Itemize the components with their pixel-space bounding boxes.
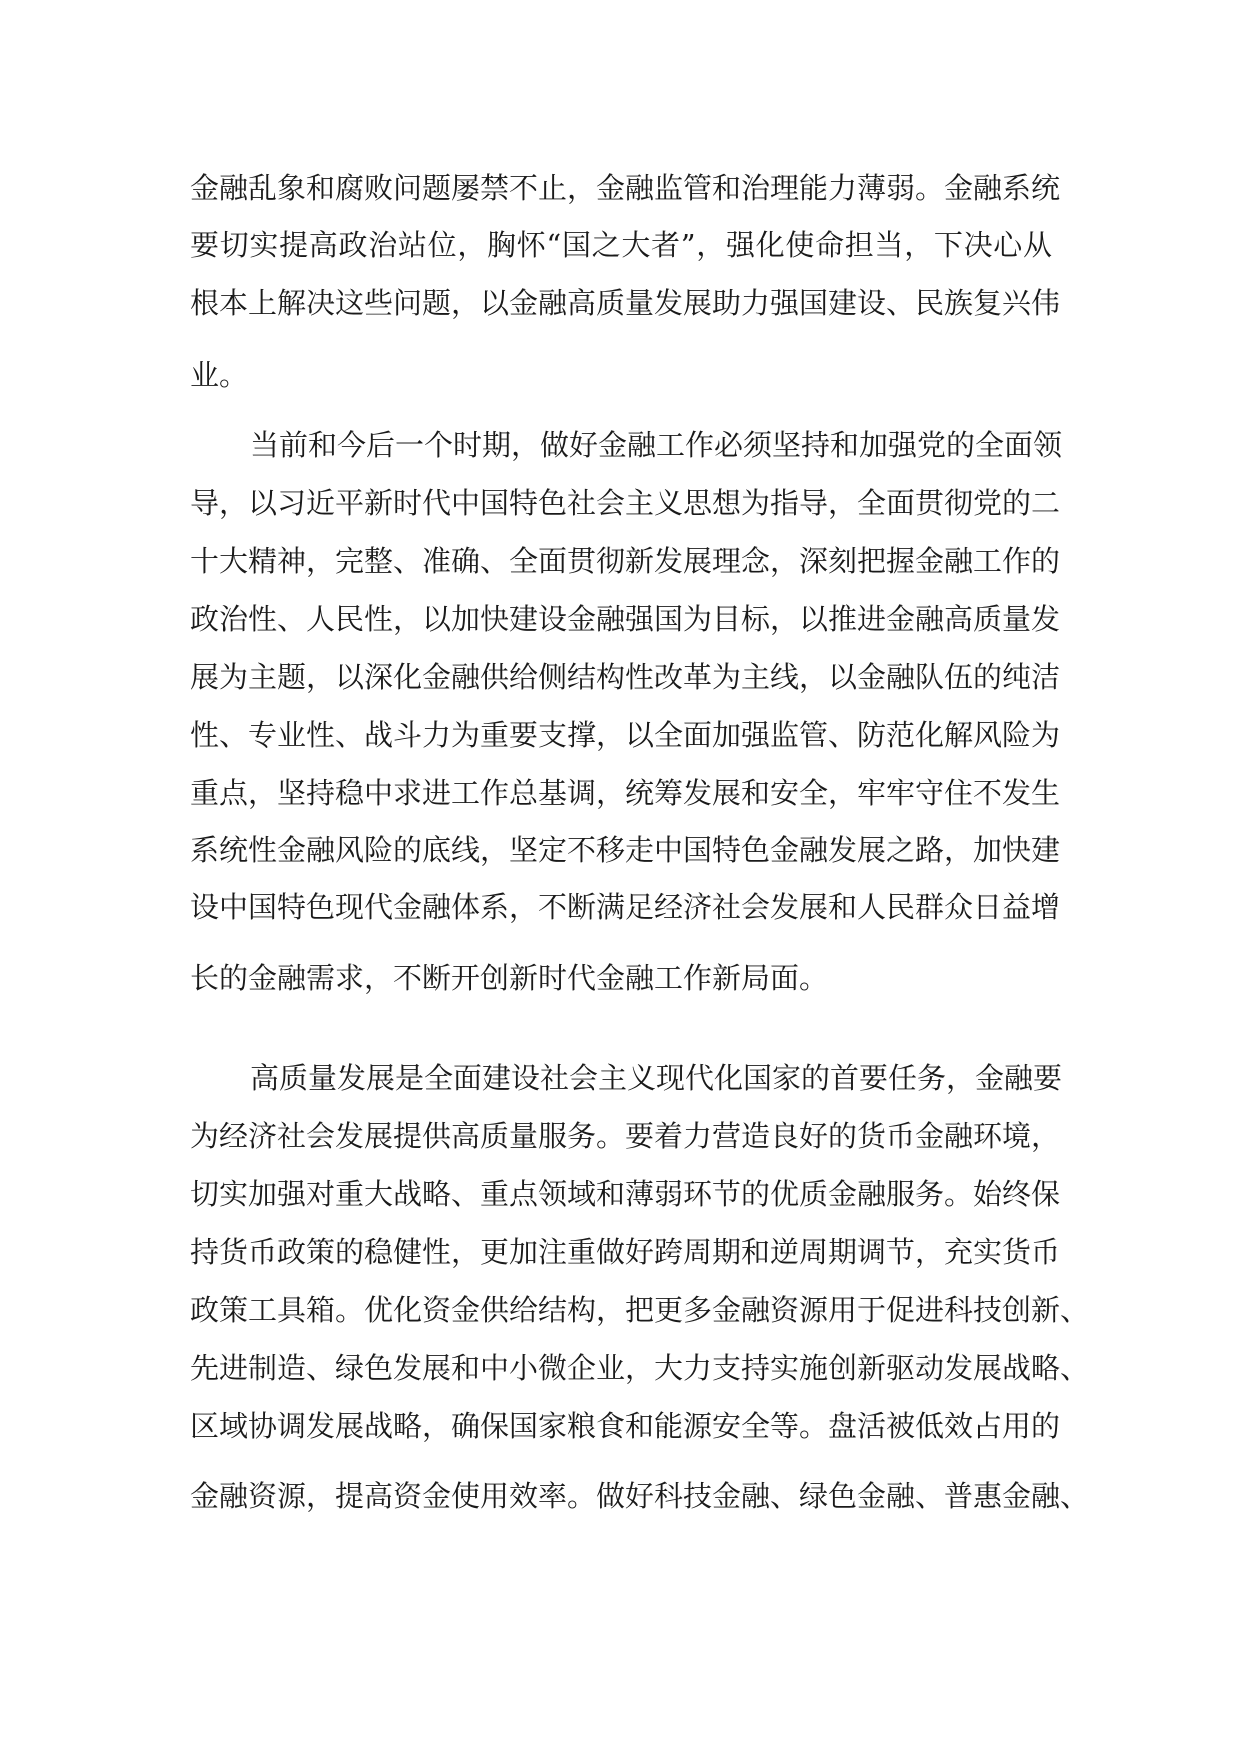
- paragraph-line: 要切实提高政治站位，胸怀“国之大者”，强化使命担当，下决心从: [190, 228, 1052, 262]
- paragraph-line: 展为主题，以深化金融供给侧结构性改革为主线，以金融队伍的纯洁: [190, 660, 1061, 694]
- paragraph-line: 系统性金融风险的底线，坚定不移走中国特色金融发展之路，加快建: [190, 833, 1061, 867]
- paragraph-line: 金融资源，提高资金使用效率。做好科技金融、绿色金融、普惠金融、: [190, 1479, 1090, 1513]
- paragraph-line: 业。: [190, 358, 249, 392]
- paragraph-line: 重点，坚持稳中求进工作总基调，统筹发展和安全，牢牢守住不发生: [190, 776, 1061, 810]
- paragraph-line: 高质量发展是全面建设社会主义现代化国家的首要任务，金融要: [250, 1061, 1063, 1095]
- paragraph-line: 导，以习近平新时代中国特色社会主义思想为指导，全面贯彻党的二: [190, 486, 1061, 520]
- paragraph-line: 切实加强对重大战略、重点领域和薄弱环节的优质金融服务。始终保: [190, 1177, 1061, 1211]
- paragraph-line: 为经济社会发展提供高质量服务。要着力营造良好的货币金融环境，: [190, 1119, 1061, 1153]
- paragraph-line: 政治性、人民性，以加快建设金融强国为目标，以推进金融高质量发: [190, 602, 1061, 636]
- paragraph-line: 先进制造、绿色发展和中小微企业，大力支持实施创新驱动发展战略、: [190, 1351, 1090, 1385]
- paragraph-line: 金融乱象和腐败问题屡禁不止，金融监管和治理能力薄弱。金融系统: [190, 171, 1061, 205]
- paragraph-line: 当前和今后一个时期，做好金融工作必须坚持和加强党的全面领: [250, 428, 1063, 462]
- paragraph-line: 设中国特色现代金融体系，不断满足经济社会发展和人民群众日益增: [190, 890, 1061, 924]
- paragraph-line: 区域协调发展战略，确保国家粮食和能源安全等。盘活被低效占用的: [190, 1409, 1061, 1443]
- paragraph-line: 持货币政策的稳健性，更加注重做好跨周期和逆周期调节，充实货币: [190, 1235, 1061, 1269]
- paragraph-line: 政策工具箱。优化资金供给结构，把更多金融资源用于促进科技创新、: [190, 1293, 1090, 1327]
- paragraph-line: 根本上解决这些问题，以金融高质量发展助力强国建设、民族复兴伟: [190, 286, 1061, 320]
- paragraph-line: 长的金融需求，不断开创新时代金融工作新局面。: [190, 961, 829, 995]
- paragraph-line: 性、专业性、战斗力为重要支撑，以全面加强监管、防范化解风险为: [190, 718, 1061, 752]
- paragraph-line: 十大精神，完整、准确、全面贯彻新发展理念，深刻把握金融工作的: [190, 544, 1061, 578]
